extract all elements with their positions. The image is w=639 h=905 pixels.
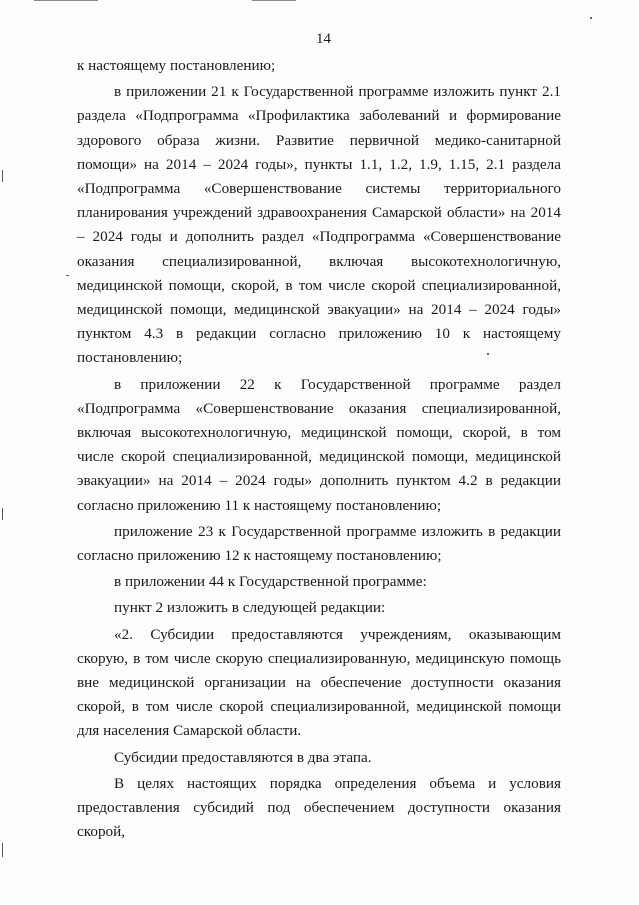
paragraph: к настоящему постановлению; bbox=[77, 57, 276, 74]
scan-edge-mark bbox=[2, 843, 3, 857]
paragraph: в приложении 21 к Государственной программе изложить пункт 2.1 раздела «Подпрограмма «Профилактика заболеваний и формирование здорового образа жизни. Развитие первичной медико-санитарной помощи» на 2014 – 2024 годы», пункты 1.1, 1.2, 1.9, 1.15, 2.1 раздела «Подпрограмма «Совершенствование системы территориального планирования учреждений здравоохранения Самарской области» на 2014 – 2024 годы и дополнить раздел «Подпрограмма «Совершенствование оказания специализированной, включая высокотехнологичную, медицинской помощи, скорой, в том числе скорой специализированной, медицинской помощи, медицинской эвакуации» на 2014 – 2024 годы» пунктом 4.3 в редакции согласно приложению 10 к настоящему постановлению; bbox=[77, 83, 561, 367]
scan-edge-line bbox=[34, 0, 98, 1]
scan-speck bbox=[590, 17, 592, 19]
paragraph: «2. Субсидии предоставляются учреждениям, оказывающим скорую, в том числе скорую специализированную, медицинскую помощь вне медицинской организации на обеспечение доступности оказания скорой, в том числе скорой специализированной, медицинской помощи для населения Самарской области. bbox=[77, 625, 561, 740]
scan-speck bbox=[66, 275, 69, 276]
scan-edge-mark bbox=[2, 170, 3, 182]
paragraph: в приложении 22 к Государственной программе раздел «Подпрограмма «Совершенствование оказания специализированной, включая высокотехнологичную, медицинской помощи, скорой, в том числе скорой специализированной, медицинской помощи, медицинской эвакуации» на 2014 – 2024 годы» дополнить пунктом 4.2 в редакции согласно приложению 11 к настоящему постановлению; bbox=[77, 375, 561, 514]
paragraph: пункт 2 изложить в следующей редакции: bbox=[114, 599, 386, 617]
document-body bbox=[77, 54, 561, 845]
scan-edge-line bbox=[252, 0, 296, 1]
paragraph: приложение 23 к Государственной программе изложить в редакции согласно приложению 12 к настоящему постановлению; bbox=[77, 522, 561, 565]
paragraph: В целях настоящих порядка определения объема и условия предоставления субсидий под обеспечением доступности оказания скорой, bbox=[77, 774, 561, 841]
page-number: 14 bbox=[316, 31, 331, 47]
paragraph: Субсидии предоставляются в два этапа. bbox=[114, 748, 372, 766]
scan-edge-mark bbox=[2, 508, 3, 520]
paragraph: в приложении 44 к Государственной программе: bbox=[114, 573, 427, 591]
